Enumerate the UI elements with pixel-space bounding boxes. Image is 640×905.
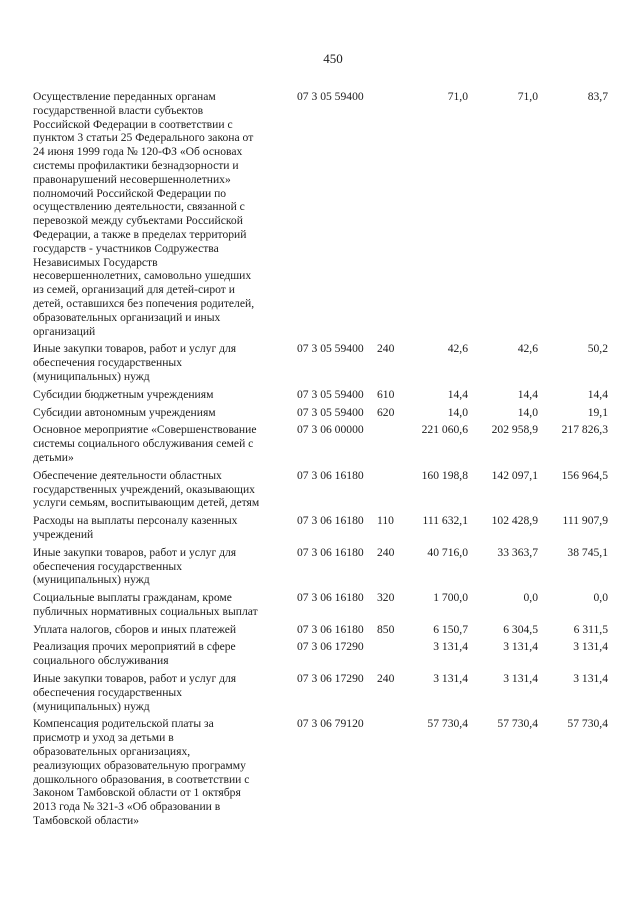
- row-description: Реализация прочих мероприятий в сфере социального обслуживания: [33, 640, 236, 668]
- row-amount-3: 3 131,4: [573, 640, 608, 654]
- row-amount-3: 38 745,1: [567, 545, 608, 559]
- budget-row: [33, 715, 608, 829]
- row-description: Осуществление переданных органам государственной власти субъектов Российской Федерации в соответствии с пунктом 3 статьи 25 Федерального закона от 24 июня 1999 года № 120-ФЗ «Об основах системы профилактики безнадзорности и правонарушений несовершеннолетних» полномочий Российской Федерации по осуществлению деятельности, связанной с перевозкой между субъектами Российской Федерации, а также в пределах территорий государств - участников Содружества Независимых Государств несовершеннолетних, самовольно ушедших из семей, организаций для детей-сирот и детей, оставшихся без попечения родителей, образовательных организаций и иных организаций: [33, 90, 255, 338]
- row-target-code: 07 3 06 16180: [297, 514, 364, 528]
- budget-row: [33, 386, 608, 404]
- row-description: Уплата налогов, сборов и иных платежей: [33, 622, 237, 636]
- row-expense-type: 320: [377, 591, 395, 605]
- row-amount-2: 14,4: [517, 387, 538, 401]
- row-amount-1: 160 198,8: [421, 468, 468, 482]
- budget-row: [33, 467, 608, 512]
- row-amount-2: 14,0: [517, 405, 538, 419]
- budget-table: [33, 88, 608, 830]
- row-target-code: 07 3 06 17290: [297, 672, 364, 686]
- row-target-code: 07 3 05 59400: [297, 342, 364, 356]
- row-amount-1: 71,0: [447, 90, 468, 103]
- row-expense-type: [370, 715, 398, 829]
- budget-table-body: [33, 88, 608, 830]
- row-amount-2: 42,6: [517, 342, 538, 356]
- row-expense-type: [370, 421, 398, 466]
- row-amount-3: 217 826,3: [561, 423, 608, 437]
- row-amount-2: 3 131,4: [503, 672, 538, 686]
- page-number: 450: [323, 51, 343, 66]
- row-amount-3: 14,4: [587, 387, 608, 401]
- row-target-code: 07 3 05 59400: [297, 387, 364, 401]
- row-amount-2: 0,0: [523, 591, 538, 605]
- row-amount-1: 3 131,4: [433, 672, 468, 686]
- row-amount-1: 14,4: [447, 387, 468, 401]
- row-amount-1: 111 632,1: [422, 514, 468, 528]
- row-expense-type: 240: [377, 342, 395, 356]
- row-description: Иные закупки товаров, работ и услуг для обеспечения государственных (муниципальных) нужд: [33, 672, 237, 713]
- row-amount-1: 221 060,6: [421, 423, 468, 437]
- budget-row: [33, 544, 608, 589]
- row-amount-3: 57 730,4: [567, 717, 608, 731]
- row-amount-1: 42,6: [447, 342, 468, 356]
- row-amount-3: 0,0: [593, 591, 608, 605]
- budget-row: [33, 340, 608, 385]
- row-amount-2: 57 730,4: [497, 717, 538, 731]
- row-amount-2: 102 428,9: [491, 514, 538, 528]
- row-amount-1: 57 730,4: [427, 717, 468, 731]
- row-amount-1: 40 716,0: [427, 545, 468, 559]
- row-description: Основное мероприятие «Совершенствование системы социального обслуживания семей с детьми»: [33, 423, 257, 464]
- row-target-code: 07 3 06 16180: [297, 545, 364, 559]
- row-amount-3: 6 311,5: [573, 622, 608, 636]
- row-amount-3: 3 131,4: [573, 672, 608, 686]
- row-amount-2: 202 958,9: [491, 423, 538, 437]
- budget-row: [33, 621, 608, 639]
- row-description: Субсидии автономным учреждениям: [33, 405, 216, 419]
- row-description: Социальные выплаты гражданам, кроме публичных нормативных социальных выплат: [33, 591, 258, 618]
- budget-row: [33, 512, 608, 544]
- row-target-code: 07 3 06 79120: [297, 717, 364, 731]
- row-target-code: 07 3 05 59400: [297, 405, 364, 419]
- budget-row: [33, 589, 608, 621]
- row-amount-1: 6 150,7: [433, 622, 468, 636]
- row-amount-2: 3 131,4: [503, 640, 538, 654]
- row-amount-3: 83,7: [587, 90, 608, 103]
- row-description: Обеспечение деятельности областных государственных учреждений, оказывающих услуги семьям, воспитывающим детей, детям: [33, 468, 260, 510]
- row-target-code: 07 3 06 00000: [297, 423, 364, 437]
- budget-row: [33, 638, 608, 670]
- row-expense-type: [370, 88, 398, 340]
- row-expense-type: 850: [377, 622, 395, 636]
- budget-row: [33, 88, 608, 340]
- row-expense-type: 620: [377, 405, 395, 419]
- row-expense-type: [370, 638, 398, 670]
- row-expense-type: 240: [377, 545, 395, 559]
- row-description: Расходы на выплаты персоналу казенных учреждений: [33, 514, 238, 541]
- budget-row: [33, 404, 608, 422]
- row-amount-3: 156 964,5: [561, 468, 608, 482]
- row-amount-1: 1 700,0: [433, 591, 468, 605]
- row-target-code: 07 3 06 16180: [297, 468, 364, 482]
- budget-row: [33, 670, 608, 715]
- row-description: Иные закупки товаров, работ и услуг для обеспечения государственных (муниципальных) нужд: [33, 545, 237, 587]
- row-amount-2: 71,0: [517, 90, 538, 103]
- row-amount-3: 50,2: [587, 342, 608, 356]
- row-target-code: 07 3 05 59400: [297, 90, 364, 103]
- row-target-code: 07 3 06 17290: [297, 640, 364, 654]
- row-expense-type: 110: [377, 514, 394, 528]
- row-expense-type: [370, 467, 398, 512]
- budget-row: [33, 421, 608, 466]
- row-amount-1: 3 131,4: [433, 640, 468, 654]
- row-amount-2: 142 097,1: [491, 468, 538, 482]
- row-description: Иные закупки товаров, работ и услуг для обеспечения государственных (муниципальных) нужд: [33, 342, 237, 383]
- row-amount-2: 6 304,5: [503, 622, 538, 636]
- row-description: Субсидии бюджетным учреждениям: [33, 387, 214, 401]
- row-target-code: 07 3 06 16180: [297, 622, 364, 636]
- row-expense-type: 240: [377, 672, 395, 686]
- row-amount-3: 111 907,9: [562, 514, 608, 528]
- row-amount-2: 33 363,7: [497, 545, 538, 559]
- row-expense-type: 610: [377, 387, 395, 401]
- row-target-code: 07 3 06 16180: [297, 591, 364, 605]
- row-amount-3: 19,1: [587, 405, 608, 419]
- row-amount-1: 14,0: [447, 405, 468, 419]
- row-description: Компенсация родительской платы за присмотр и уход за детьми в образовательных организациях, реализующих образовательную программу дошкольного образования, в соответствии с Законом Тамбовской области от 1 октября 2013 года № 321-З «Об образовании в Тамбовской области»: [33, 717, 250, 828]
